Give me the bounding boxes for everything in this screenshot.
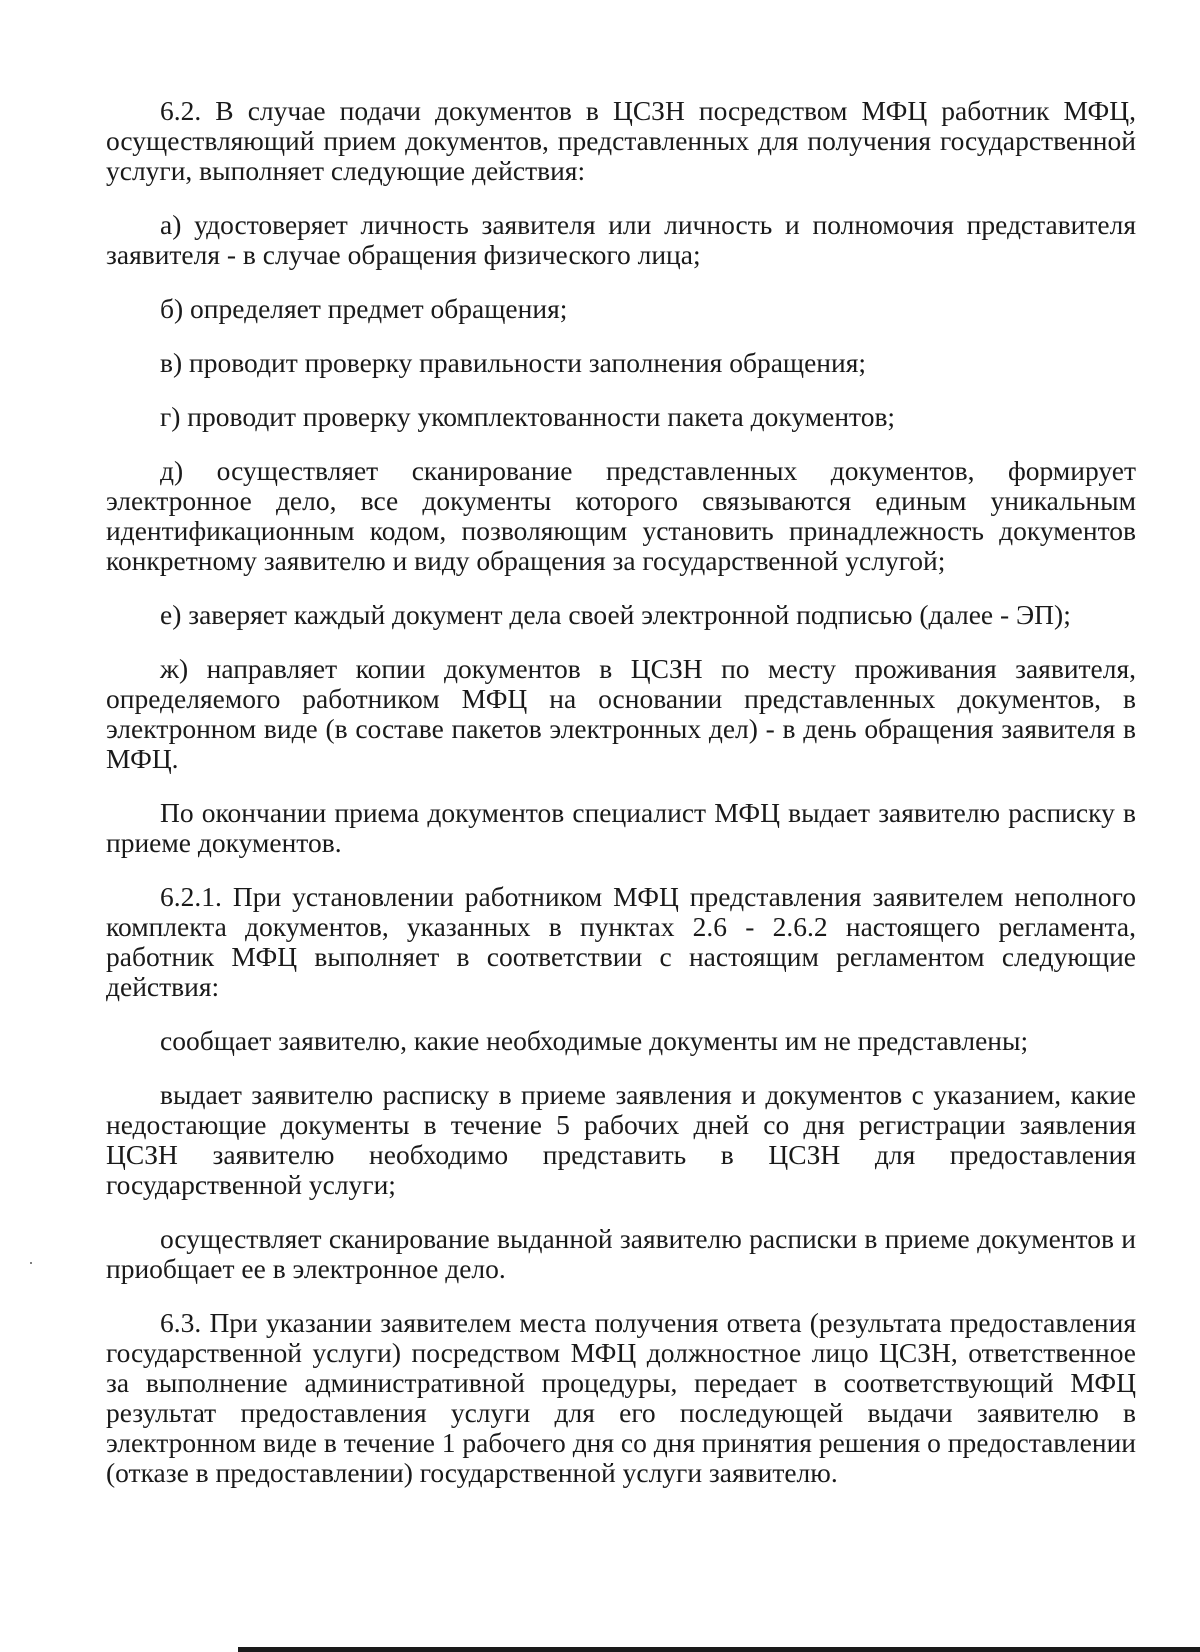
paragraph-item-v: в) проводит проверку правильности заполнения обращения; [160,347,867,378]
paragraph-item-b: б) определяет предмет обращения; [160,293,568,324]
paragraph-issue-receipt: выдает заявителю расписку в приеме заявления и документов с указанием, какие недостающие документы в течение 5 рабочих дней со дня регистрации заявления ЦСЗН заявителю необходимо представить в ЦСЗН для предоставления государственной услуги; [106,1079,1136,1200]
paragraph-item-a: а) удостоверяет личность заявителя или личность и полномочия представителя заявителя - в случае обращения физического лица; [106,209,1136,270]
paragraph-item-g: г) проводит проверку укомплектованности пакета документов; [160,401,896,432]
document-page [106,96,1136,1512]
paragraph-item-e: е) заверяет каждый документ дела своей электронной подписью (далее - ЭП); [160,599,1071,630]
paragraph-item-d: д) осуществляет сканирование представленных документов, формирует электронное дело, все документы которого связываются единым уникальным идентификационным кодом, позволяющим установить принадлежность документов конкретному заявителю и виду обращения за государственной услугой; [106,455,1136,576]
paragraph-inform-applicant: сообщает заявителю, какие необходимые документы им не представлены; [160,1025,1029,1056]
paragraph-6-2-1: 6.2.1. При установлении работником МФЦ представления заявителем неполного комплекта документов, указанных в пунктах 2.6 - 2.6.2 настоящего регламента, работник МФЦ выполняет в соответствии с настоящим регламентом следующие действия: [106,881,1136,1002]
scan-bottom-edge [238,1647,1200,1652]
paragraph-receipt: По окончании приема документов специалист МФЦ выдает заявителю расписку в приеме документов. [106,797,1136,858]
paragraph-6-2: 6.2. В случае подачи документов в ЦСЗН посредством МФЦ работник МФЦ, осуществляющий прием документов, представленных для получения государственной услуги, выполняет следующие действия: [106,95,1136,186]
paragraph-scan-receipt: осуществляет сканирование выданной заявителю расписки в приеме документов и приобщает ее в электронное дело. [106,1223,1136,1284]
paragraph-6-3: 6.3. При указании заявителем места получения ответа (результата предоставления государственной услуги) посредством МФЦ должностное лицо ЦСЗН, ответственное за выполнение административной процедуры, передает в соответствующий МФЦ результат предоставления услуги для его последующей выдачи заявителю в электронном виде в течение 1 рабочего дня со дня принятия решения о предоставлении (отказе в предоставлении) государственной услуги заявителю. [106,1307,1136,1488]
paragraph-item-zh: ж) направляет копии документов в ЦСЗН по месту проживания заявителя, определяемого работником МФЦ на основании представленных документов, в электронном виде (в составе пакетов электронных дел) - в день обращения заявителя в МФЦ. [106,653,1136,774]
scan-speck [30,1262,32,1264]
